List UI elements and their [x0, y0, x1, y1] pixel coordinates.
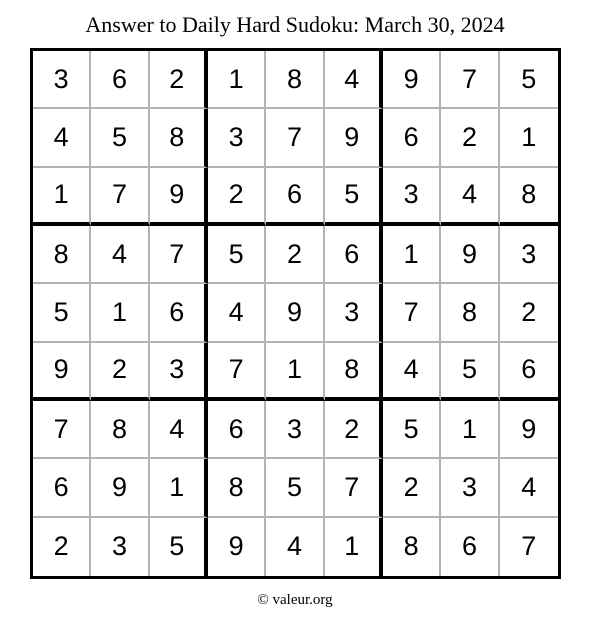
- sudoku-cell: 7: [266, 109, 324, 167]
- copyright-footer: © valeur.org: [257, 592, 333, 608]
- sudoku-cell: 6: [150, 284, 208, 342]
- sudoku-cell: 3: [325, 284, 383, 342]
- sudoku-cell: 7: [441, 51, 499, 109]
- sudoku-cell: 6: [441, 518, 499, 576]
- sudoku-cell: 2: [325, 401, 383, 459]
- sudoku-cell: 3: [500, 226, 558, 284]
- sudoku-cell: 1: [91, 284, 149, 342]
- sudoku-cell: 4: [266, 518, 324, 576]
- sudoku-cell: 1: [500, 109, 558, 167]
- sudoku-cell: 6: [33, 459, 91, 517]
- sudoku-cell: 7: [383, 284, 441, 342]
- sudoku-cell: 1: [383, 226, 441, 284]
- sudoku-cell: 3: [150, 343, 208, 401]
- sudoku-cell: 6: [325, 226, 383, 284]
- sudoku-cell: 7: [521, 531, 537, 562]
- sudoku-cell: 2: [383, 459, 441, 517]
- sudoku-cell: 3: [441, 459, 499, 517]
- sudoku-cell: 3: [91, 518, 149, 576]
- sudoku-cell: 4: [441, 168, 499, 226]
- sudoku-cell: 7: [33, 401, 91, 459]
- sudoku-cell: 7: [91, 168, 149, 226]
- sudoku-cell: 6: [266, 168, 324, 226]
- sudoku-cell: 3: [266, 401, 324, 459]
- sudoku-cell: 7: [325, 459, 383, 517]
- sudoku-cell: 1: [208, 51, 266, 109]
- sudoku-cell: 4: [383, 343, 441, 401]
- sudoku-cell: 5: [266, 459, 324, 517]
- sudoku-cell: 8: [266, 51, 324, 109]
- page-title: Answer to Daily Hard Sudoku: March 30, 2024: [85, 12, 505, 37]
- sudoku-cell: 4: [91, 226, 149, 284]
- sudoku-cell: 9: [91, 459, 149, 517]
- sudoku-cell: 5: [150, 518, 208, 576]
- sudoku-cell: 2: [150, 51, 208, 109]
- sudoku-cell: 5: [208, 226, 266, 284]
- sudoku-cell: 6: [500, 343, 558, 401]
- sudoku-cell: 2: [33, 518, 91, 576]
- sudoku-cell: 6: [208, 401, 266, 459]
- sudoku-cell: 2: [500, 284, 558, 342]
- sudoku-cell: 9: [500, 401, 558, 459]
- sudoku-cell: 3: [383, 168, 441, 226]
- sudoku-cell: 9: [325, 109, 383, 167]
- sudoku-cell: 8: [500, 168, 558, 226]
- sudoku-cell: 5: [441, 343, 499, 401]
- sudoku-cell: 2: [91, 343, 149, 401]
- sudoku-cell: 5: [383, 401, 441, 459]
- sudoku-cell: 6: [383, 109, 441, 167]
- sudoku-cell: 8: [325, 343, 383, 401]
- sudoku-cell: 4: [500, 459, 558, 517]
- sudoku-cell: 4: [208, 284, 266, 342]
- sudoku-cell: 2: [208, 168, 266, 226]
- sudoku-cell: 8: [150, 109, 208, 167]
- sudoku-cell: 9: [441, 226, 499, 284]
- sudoku-cell: 9: [208, 518, 266, 576]
- sudoku-cell: 8: [208, 459, 266, 517]
- sudoku-cell: 1: [325, 518, 383, 576]
- sudoku-cell: 3: [33, 51, 91, 109]
- sudoku-cell: 8: [441, 284, 499, 342]
- sudoku-cell: 5: [33, 284, 91, 342]
- sudoku-cell: 4: [325, 51, 383, 109]
- sudoku-cell: 5: [91, 109, 149, 167]
- sudoku-cell: 8: [33, 226, 91, 284]
- sudoku-cell: 6: [91, 51, 149, 109]
- sudoku-cell: 2: [266, 226, 324, 284]
- sudoku-cell: 1: [150, 459, 208, 517]
- sudoku-cell: 8: [91, 401, 149, 459]
- sudoku-cell: 9: [33, 343, 91, 401]
- sudoku-cell: 1: [266, 343, 324, 401]
- sudoku-cell: 9: [266, 284, 324, 342]
- sudoku-cell: 2: [441, 109, 499, 167]
- sudoku-cell: 3: [208, 109, 266, 167]
- sudoku-cell: 9: [383, 51, 441, 109]
- sudoku-cell: 5: [325, 168, 383, 226]
- sudoku-cell: 4: [33, 109, 91, 167]
- sudoku-cell: 5: [500, 51, 558, 109]
- sudoku-cell: 7: [208, 343, 266, 401]
- sudoku-cell: 1: [33, 168, 91, 226]
- sudoku-cell: 8: [383, 518, 441, 576]
- sudoku-cell: 1: [441, 401, 499, 459]
- sudoku-board: [30, 48, 561, 579]
- sudoku-cell: 9: [150, 168, 208, 226]
- sudoku-cell: 7: [150, 226, 208, 284]
- sudoku-cell: 4: [150, 401, 208, 459]
